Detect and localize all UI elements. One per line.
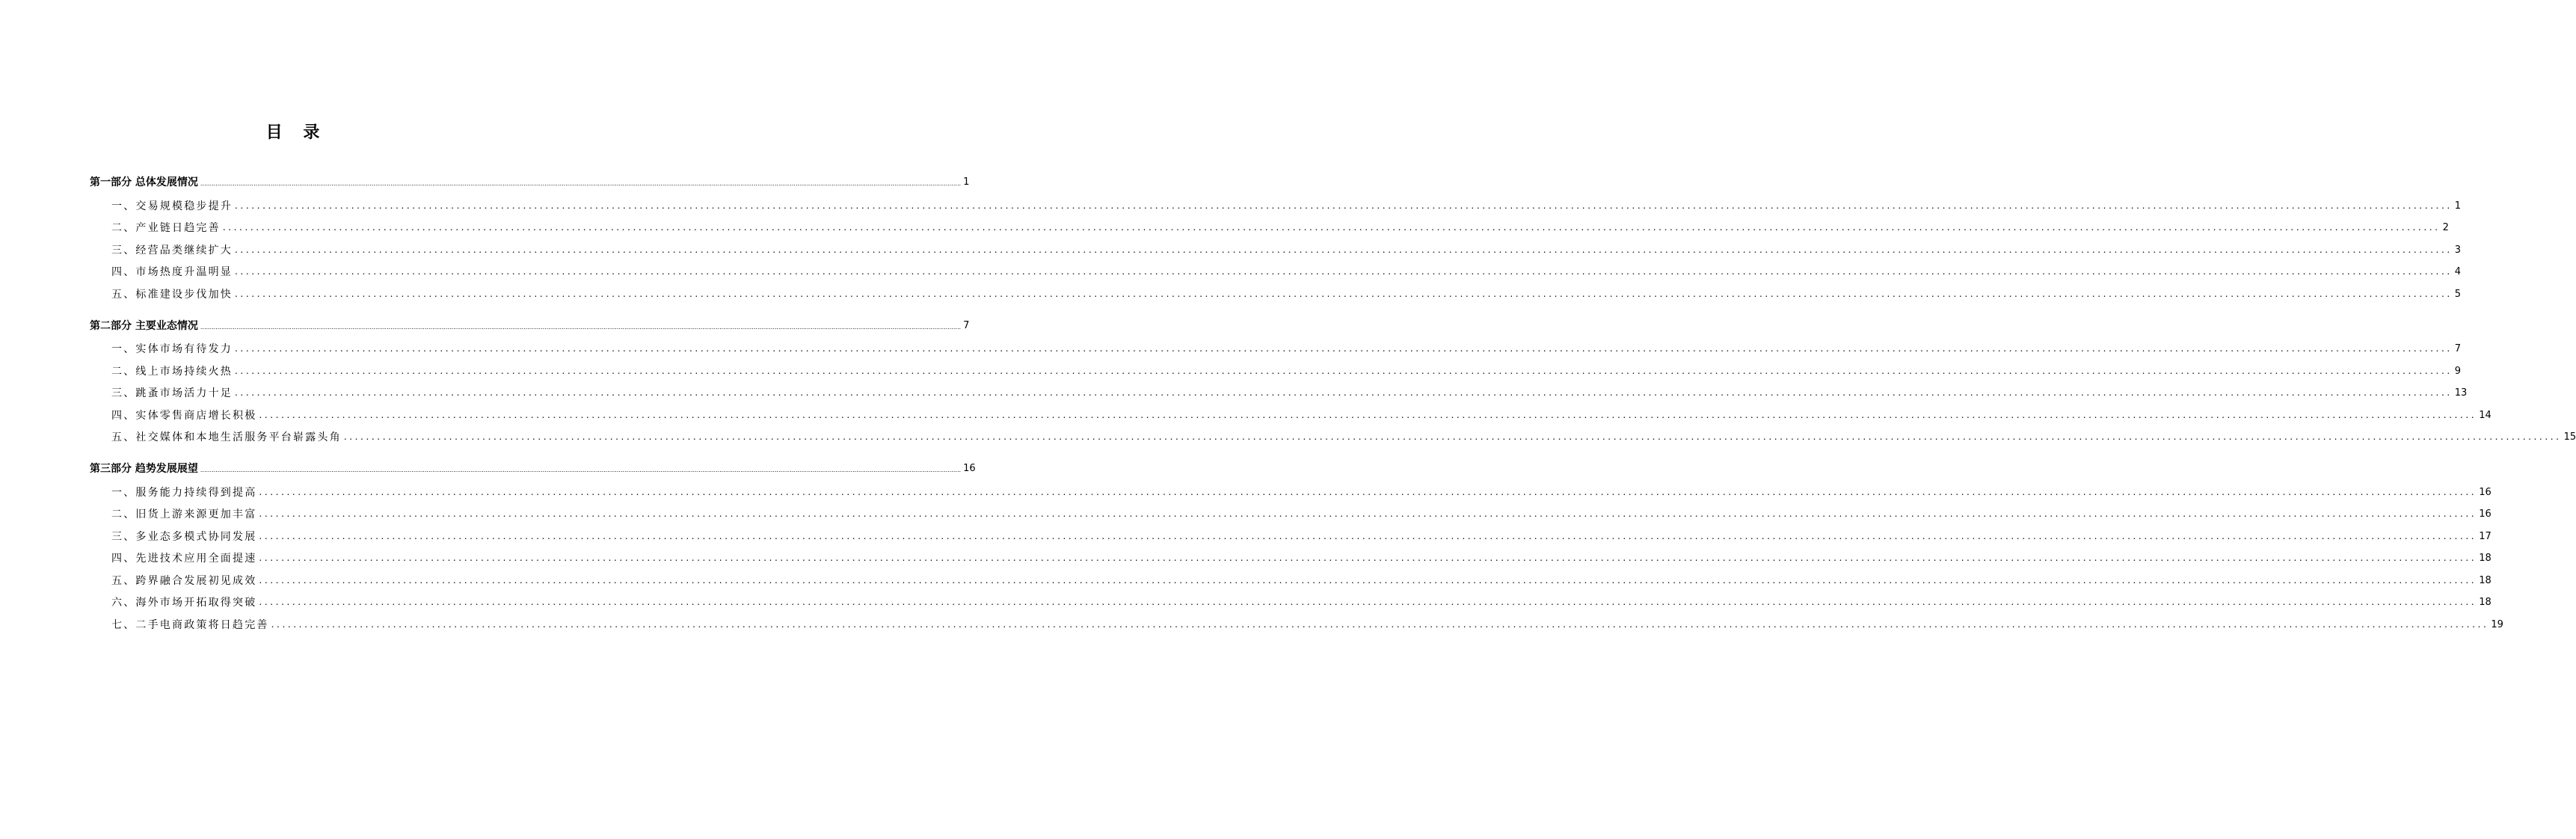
dot-leader: ................................................................................................................................................................................................................................................................................................................................................................................................................ <box>235 266 2453 277</box>
toc-entry-label: 三、经营品类继续扩大 <box>111 244 233 256</box>
toc-entry[interactable] <box>90 382 2468 405</box>
toc-entry-label: 六、海外市场开拓取得突破 <box>111 597 257 609</box>
page-title: 目 录 <box>265 123 328 142</box>
toc-entry[interactable] <box>90 613 2503 636</box>
dot-leader: ................................................................................................................................................................................................................................................................................................................................................................................................................ <box>235 387 2453 398</box>
toc-entry-label: 二、旧货上游来源更加丰富 <box>111 508 257 520</box>
toc-entry-label: 二、线上市场持续火热 <box>111 365 233 378</box>
toc-entry[interactable] <box>90 525 2492 547</box>
toc-page-number: 17 <box>2479 530 2492 542</box>
dot-leader: ................................................................................................................................................................................................................................................................................................................................................................................................................ <box>259 597 2477 607</box>
toc-entry-label: 五、跨界融合发展初见成效 <box>111 574 257 587</box>
toc-entry-label: 三、跳蚤市场活力十足 <box>111 387 233 399</box>
dot-leader: ................................................................................................................................................................................................................................................................................................................................................................................................................ <box>235 365 2453 376</box>
toc-page-number: 18 <box>2479 597 2492 608</box>
toc-entry[interactable] <box>90 404 2492 426</box>
toc-entry[interactable] <box>90 261 2462 283</box>
toc-entry-label: 五、标准建设步伐加快 <box>111 288 233 301</box>
toc-entry-label: 四、市场热度升温明显 <box>111 266 233 278</box>
toc-entry-label: 一、实体市场有待发力 <box>111 343 233 355</box>
toc-entry[interactable] <box>90 239 2462 261</box>
toc-entry-label: 一、交易规模稳步提升 <box>111 200 233 212</box>
toc-page-number: 1 <box>963 176 970 188</box>
table-of-contents <box>90 169 2576 636</box>
toc-entry[interactable] <box>90 426 2576 449</box>
toc-page-number: 3 <box>2454 244 2462 256</box>
toc-entry-label: 一、服务能力持续得到提高 <box>111 486 257 499</box>
toc-entry-label: 七、二手电商政策将日趋完善 <box>111 618 269 631</box>
toc-page-number: 7 <box>2454 343 2462 354</box>
dot-leader: ................................................................................................................................................................................................................................................................................................................................................................................................................ <box>222 222 2441 233</box>
toc-entry[interactable] <box>90 217 2449 239</box>
toc-page-number: 4 <box>2454 266 2462 277</box>
toc-page-number: 16 <box>963 463 976 474</box>
dot-leader: ................................................................................................................................................................................................................................................................................................................................................................................................................ <box>259 508 2477 519</box>
toc-entry[interactable] <box>90 569 2492 591</box>
toc-page-number: 14 <box>2479 409 2492 421</box>
toc-page-number: 2 <box>2442 222 2449 233</box>
dot-leader: ................................................................................................................................................................................................................................................................................................................................................................................................................ <box>259 409 2477 420</box>
toc-page-number: 9 <box>2454 365 2462 377</box>
toc-entry[interactable] <box>90 481 2492 503</box>
dot-leader: ................................................................................................................................................................................................................................................................................................................................................................................................................ <box>235 288 2453 299</box>
toc-page-number: 15 <box>2563 431 2576 443</box>
toc-entry-label: 二、产业链日趋完善 <box>111 222 221 234</box>
toc-entry[interactable] <box>90 547 2492 570</box>
toc-part-entry[interactable] <box>90 305 970 338</box>
dot-leader: ................................................................................................................................................................................................................................................................................................................................................................................................................ <box>200 467 962 473</box>
dot-leader: ................................................................................................................................................................................................................................................................................................................................................................................................................ <box>259 574 2477 586</box>
toc-page-number: 5 <box>2454 288 2462 300</box>
toc-page-number: 19 <box>2491 618 2503 630</box>
dot-leader: ................................................................................................................................................................................................................................................................................................................................................................................................................ <box>200 180 962 187</box>
dot-leader: ................................................................................................................................................................................................................................................................................................................................................................................................................ <box>235 244 2453 255</box>
dot-leader: ................................................................................................................................................................................................................................................................................................................................................................................................................ <box>259 553 2477 563</box>
toc-entry-label: 四、先进技术应用全面提速 <box>111 553 257 565</box>
toc-entry-label: 五、社交媒体和本地生活服务平台崭露头角 <box>111 431 342 443</box>
dot-leader: ................................................................................................................................................................................................................................................................................................................................................................................................................ <box>259 486 2477 497</box>
toc-page-number: 7 <box>963 319 970 331</box>
toc-page-number: 16 <box>2479 486 2492 498</box>
toc-entry[interactable] <box>90 338 2462 360</box>
toc-page-number: 18 <box>2479 553 2492 564</box>
dot-leader: ................................................................................................................................................................................................................................................................................................................................................................................................................ <box>259 530 2477 541</box>
toc-entry-label: 第一部分 总体发展情况 <box>90 176 198 188</box>
toc-entry[interactable] <box>90 591 2492 614</box>
toc-page-number: 1 <box>2454 200 2462 212</box>
toc-entry-label: 第二部分 主要业态情况 <box>90 319 198 332</box>
toc-page-number: 13 <box>2454 387 2468 399</box>
dot-leader: ................................................................................................................................................................................................................................................................................................................................................................................................................ <box>200 323 962 331</box>
toc-entry[interactable] <box>90 360 2462 382</box>
toc-entry[interactable] <box>90 194 2462 217</box>
toc-page-number: 16 <box>2479 508 2492 520</box>
toc-entry[interactable] <box>90 283 2462 305</box>
dot-leader: ................................................................................................................................................................................................................................................................................................................................................................................................................ <box>235 200 2453 211</box>
toc-page-number: 18 <box>2479 574 2492 586</box>
toc-entry[interactable] <box>90 503 2492 526</box>
toc-part-entry[interactable] <box>90 448 976 481</box>
toc-part-entry[interactable] <box>90 169 970 194</box>
toc-entry-label: 四、实体零售商店增长积极 <box>111 409 257 422</box>
toc-entry-label: 三、多业态多模式协同发展 <box>111 530 257 543</box>
dot-leader: ................................................................................................................................................................................................................................................................................................................................................................................................................ <box>271 618 2489 630</box>
toc-entry-label: 第三部分 趋势发展展望 <box>90 463 198 475</box>
dot-leader: ................................................................................................................................................................................................................................................................................................................................................................................................................ <box>235 343 2453 354</box>
dot-leader: ................................................................................................................................................................................................................................................................................................................................................................................................................ <box>343 431 2562 442</box>
